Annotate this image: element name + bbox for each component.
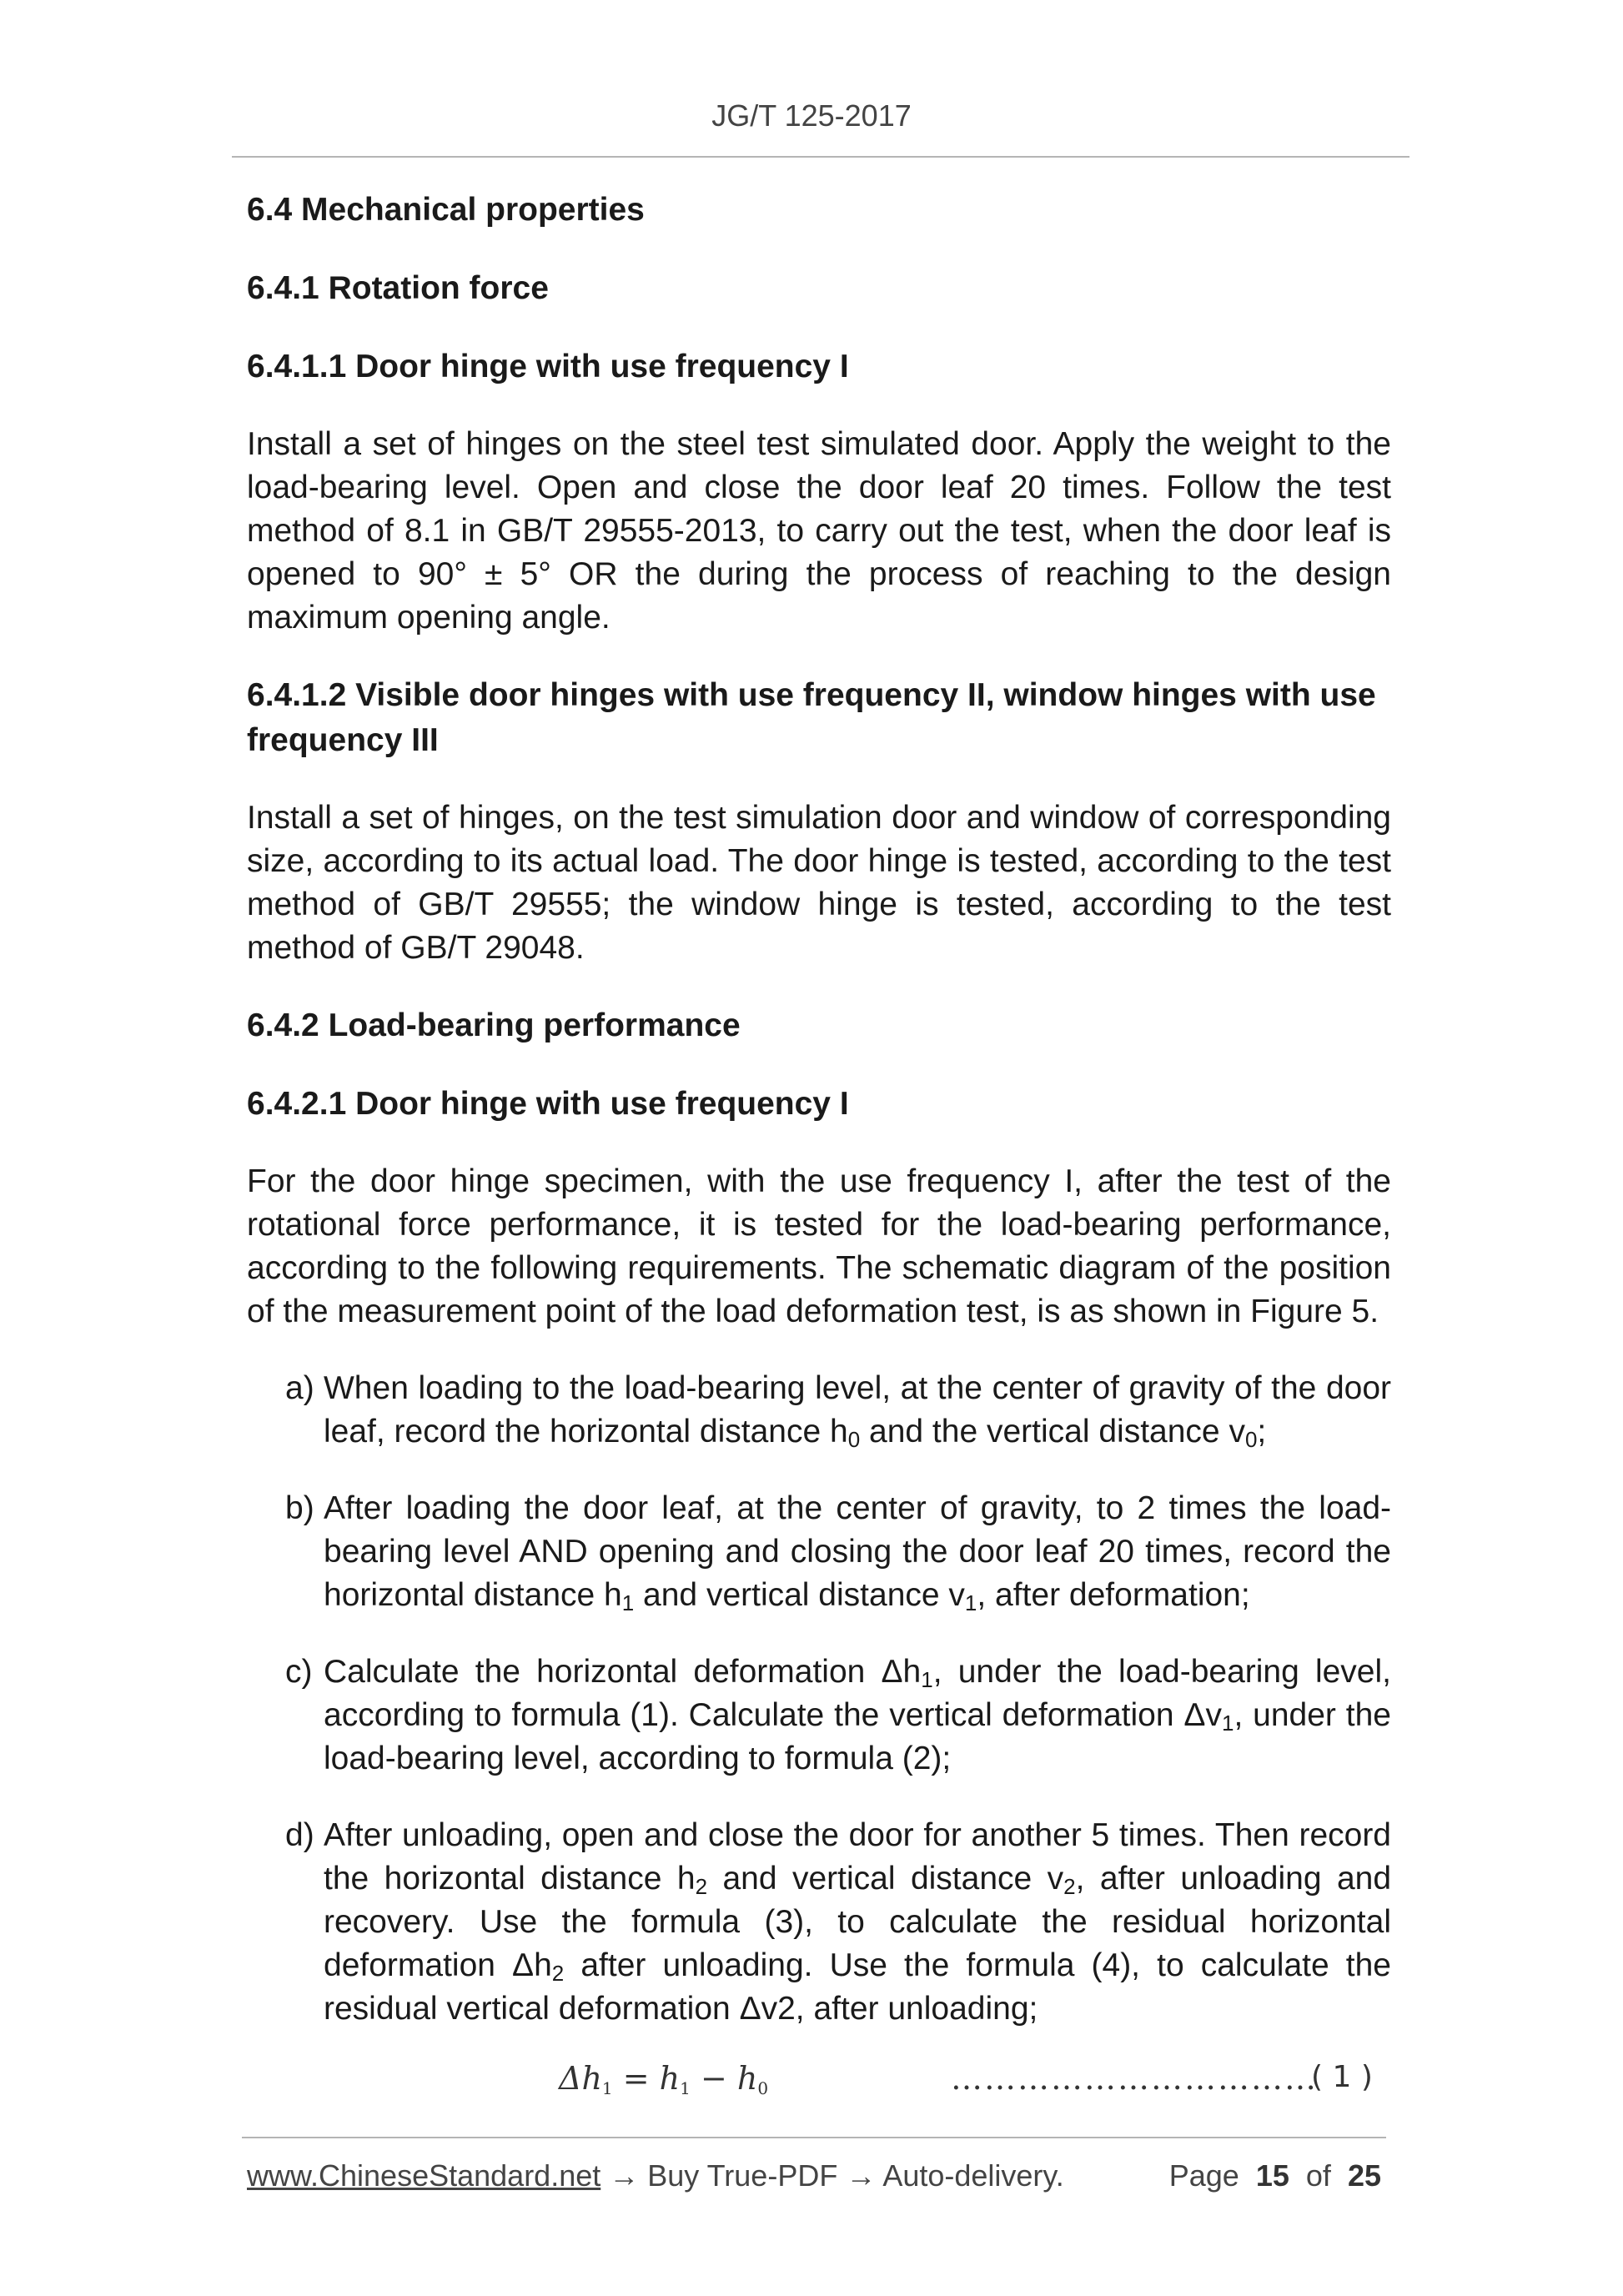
header-divider bbox=[232, 156, 1409, 158]
subscript: 1 bbox=[964, 1590, 977, 1615]
subscript: 1 bbox=[680, 2078, 691, 2098]
formula-number: ( 1 ) bbox=[1311, 2060, 1373, 2094]
footer-divider bbox=[242, 2137, 1386, 2138]
paragraph-6-4-1-2: Install a set of hinges, on the test simulation door and window of corresponding size, according to its actual load. The door hinge is tested, according to the test method of GB/T 29555; the window hinge is tested, according to the test method of GB/T 29048. bbox=[247, 800, 1391, 966]
step-text: and vertical distance v bbox=[634, 1577, 965, 1613]
formula-leader-dots: …………………………… bbox=[951, 2060, 1318, 2097]
subscript: 1 bbox=[921, 1667, 933, 1692]
subscript: 1 bbox=[1221, 1711, 1234, 1736]
step-b bbox=[247, 1487, 1391, 1617]
subscript: 2 bbox=[1063, 1874, 1076, 1899]
heading-6-4: 6.4 Mechanical properties bbox=[247, 192, 645, 228]
step-text: After loading the door leaf, at the center of gravity, to 2 times the load-bearing level AND opening and closing the door leaf 20 times, record the horizontal distance h bbox=[324, 1490, 1391, 1613]
page-number bbox=[1169, 2158, 1381, 2193]
formula-term: h bbox=[659, 2060, 681, 2097]
step-marker: b) bbox=[285, 1490, 314, 1526]
subscript: 1 bbox=[621, 1590, 635, 1615]
step-text: , after deformation; bbox=[977, 1577, 1250, 1613]
step-text: Calculate the horizontal deformation Δh bbox=[324, 1654, 922, 1690]
subscript: 2 bbox=[551, 1961, 565, 1986]
page-footer bbox=[247, 2158, 1391, 2208]
step-text: , under the load-bearing level, according to formula (2); bbox=[324, 1697, 1391, 1776]
step-marker: c) bbox=[285, 1654, 313, 1690]
step-text: When loading to the load-bearing level, at the center of gravity of the door leaf, record the horizontal distance h bbox=[324, 1370, 1391, 1449]
step-marker: d) bbox=[285, 1817, 314, 1853]
formula-expression bbox=[559, 2060, 768, 2098]
page-header-standard-code: JG/T 125-2017 bbox=[711, 98, 912, 133]
subscript: 1 bbox=[601, 2078, 613, 2098]
heading-6-4-1-2: 6.4.1.2 Visible door hinges with use frequency II, window hinges with use frequency III bbox=[247, 677, 1376, 758]
step-text: After unloading, open and close the door for another 5 times. Then record the horizontal distance h bbox=[324, 1817, 1391, 1897]
paragraph-6-4-1-1: Install a set of hinges on the steel test simulated door. Apply the weight to the load-bearing level. Open and close the door leaf 20 times. Follow the test method of 8.1 in GB/T 29555-2013, to carry out the test, when the door leaf is opened to 90° ± 5° OR the during the process of reaching to the design maximum opening angle. bbox=[247, 426, 1391, 636]
step-text: , after unloading and recovery. Use the formula (3), to calculate the residual horizontal deformation Δh bbox=[324, 1861, 1392, 1983]
subscript: 0 bbox=[847, 1427, 861, 1452]
step-text: , under the load-bearing level, according to formula (1). Calculate the vertical deformation Δv bbox=[324, 1654, 1391, 1733]
step-text: and the vertical distance v bbox=[860, 1414, 1245, 1449]
paragraph-6-4-2-1: For the door hinge specimen, with the use frequency I, after the test of the rotational force performance, it is tested for the load-bearing performance, according to the following requirements. The schematic diagram of the position of the measurement point of the load deformation test, is as shown in Figure 5. bbox=[247, 1163, 1391, 1329]
step-text: after unloading. Use the formula (4), to calculate the residual vertical deformation Δv2, after unloading; bbox=[324, 1947, 1391, 2027]
page-of: of bbox=[1305, 2158, 1331, 2193]
page-current: 15 bbox=[1255, 2158, 1289, 2193]
step-marker: a) bbox=[285, 1370, 314, 1406]
subscript: 0 bbox=[1244, 1427, 1258, 1452]
step-d bbox=[247, 1814, 1391, 2031]
heading-6-4-2: 6.4.2 Load-bearing performance bbox=[247, 1007, 741, 1043]
website-link[interactable]: www.ChineseStandard.net bbox=[247, 2158, 601, 2193]
page-label: Page bbox=[1168, 2158, 1239, 2193]
step-text: and vertical distance v bbox=[707, 1861, 1064, 1897]
heading-6-4-2-1: 6.4.2.1 Door hinge with use frequency I bbox=[247, 1086, 849, 1122]
formula-equals: = bbox=[612, 2060, 660, 2097]
subscript: 0 bbox=[757, 2078, 769, 2098]
step-a bbox=[247, 1367, 1391, 1454]
procedure-steps bbox=[247, 1367, 1391, 2031]
step-c bbox=[247, 1650, 1391, 1781]
subscript: 2 bbox=[695, 1874, 708, 1899]
page-total: 25 bbox=[1347, 2158, 1381, 2193]
heading-6-4-1-1: 6.4.1.1 Door hinge with use frequency I bbox=[247, 349, 849, 384]
formula-lhs: Δh bbox=[559, 2060, 602, 2097]
formula-1 bbox=[0, 2060, 1623, 2110]
formula-minus: − bbox=[690, 2060, 737, 2097]
footer-tagline: → Buy True-PDF → Auto-delivery. bbox=[600, 2158, 1064, 2193]
step-text: ; bbox=[1257, 1414, 1267, 1449]
formula-term: h bbox=[736, 2060, 758, 2097]
document-body bbox=[247, 188, 1391, 2064]
heading-6-4-1: 6.4.1 Rotation force bbox=[247, 270, 549, 306]
